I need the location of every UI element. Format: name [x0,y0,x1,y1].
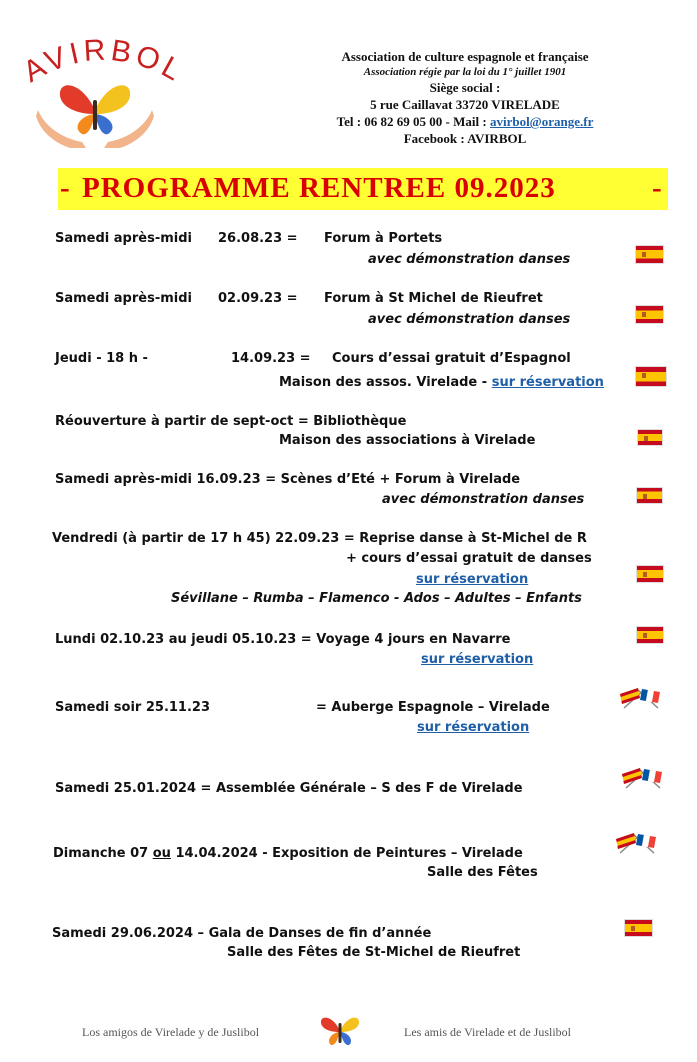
siege-label: Siège social : [429,80,501,95]
spain-flag-icon [637,627,663,643]
butterfly-icon [316,1013,364,1049]
event-3-day: Jeudi - 18 h - [55,351,148,366]
event-4-line2: Maison des associations à Virelade [279,433,536,448]
event-2-title: Forum à St Michel de Rieufret [324,291,543,306]
spain-france-flags-icon [620,766,666,790]
spain-flag-icon [638,430,662,445]
spain-flag-icon [636,367,666,386]
event-2-sub: avec démonstration danses [368,312,571,327]
spain-flag-icon [637,488,662,503]
event-4-line1: Réouverture à partir de sept-oct = Bibliothèque [55,414,407,429]
butterfly-hands-icon [30,70,160,150]
footer-right-text: Les amis de Virelade et de Juslibol [404,1025,572,1039]
svg-text:AVIRBOL: AVIRBOL [17,34,191,90]
event-6-line1: Vendredi (à partir de 17 h 45) 22.09.23 = Reprise danse à St-Michel de R [52,531,587,546]
event-5-sub: avec démonstration danses [382,492,585,507]
event-1-sub: avec démonstration danses [368,252,571,267]
spain-france-flags-icon [614,831,660,855]
event-6-styles: Sévillane – Rumba – Flamenco - Ados – Adultes – Enfants [171,591,582,606]
facebook: Facebook : AVIRBOL [403,131,527,146]
association-header [290,48,640,147]
event-8-day: Samedi soir 25.11.23 [55,700,210,715]
reservation-link[interactable]: sur réservation [416,572,529,587]
event-2-date: 02.09.23 = [218,291,298,306]
event-9-line1: Samedi 25.01.2024 = Assemblée Générale – S des F de Virelade [55,781,523,796]
footer-left-text: Los amigos de Virelade y de Juslibol [82,1025,260,1039]
event-2-day: Samedi après-midi [55,291,192,306]
banner-dash-right: - [652,172,663,204]
event-10-line2: Salle des Fêtes [427,865,538,880]
event-1-title: Forum à Portets [324,231,443,246]
event-7-line1: Lundi 02.10.23 au jeudi 05.10.23 = Voyage 4 jours en Navarre [55,632,511,647]
association-law: Association régie par la loi du 1° juillet 1901 [363,66,567,78]
spain-flag-icon [636,306,663,323]
contact-line: Tel : 06 82 69 05 00 - Mail : avirbol@orange.fr [336,114,594,129]
event-1-day: Samedi après-midi [55,231,192,246]
spain-flag-icon [637,566,663,582]
event-3-date: 14.09.23 = [231,351,311,366]
association-name: Association de culture espagnole et française [341,49,589,64]
event-10-line1: Dimanche 07 ou 14.04.2024 - Exposition de Peintures – Virelade [53,846,523,861]
event-1-date: 26.08.23 = [218,231,298,246]
spain-flag-icon [625,920,652,936]
spain-france-flags-icon [618,686,664,710]
reservation-link[interactable]: sur réservation [491,375,604,390]
spain-flag-icon [636,246,663,263]
event-5-line1: Samedi après-midi 16.09.23 = Scènes d’Eté + Forum à Virelade [55,472,521,487]
email-link[interactable]: avirbol@orange.fr [489,114,594,129]
banner-title: PROGRAMME RENTREE 09.2023 [82,172,556,204]
programme-banner [58,168,668,210]
event-3-sub: Maison des assos. Virelade - sur réservation [279,375,604,390]
address: 5 rue Caillavat 33720 VIRELADE [370,97,560,112]
event-8-title: = Auberge Espagnole – Virelade [316,700,550,715]
banner-dash-left: - [60,172,71,204]
reservation-link[interactable]: sur réservation [417,720,530,735]
event-3-title: Cours d’essai gratuit d’Espagnol [332,351,571,366]
event-11-line2: Salle des Fêtes de St-Michel de Rieufret [227,945,521,960]
event-6-line2: + cours d’essai gratuit de danses [346,551,592,566]
reservation-link[interactable]: sur réservation [421,652,534,667]
event-11-line1: Samedi 29.06.2024 – Gala de Danses de fin d’année [52,926,432,941]
